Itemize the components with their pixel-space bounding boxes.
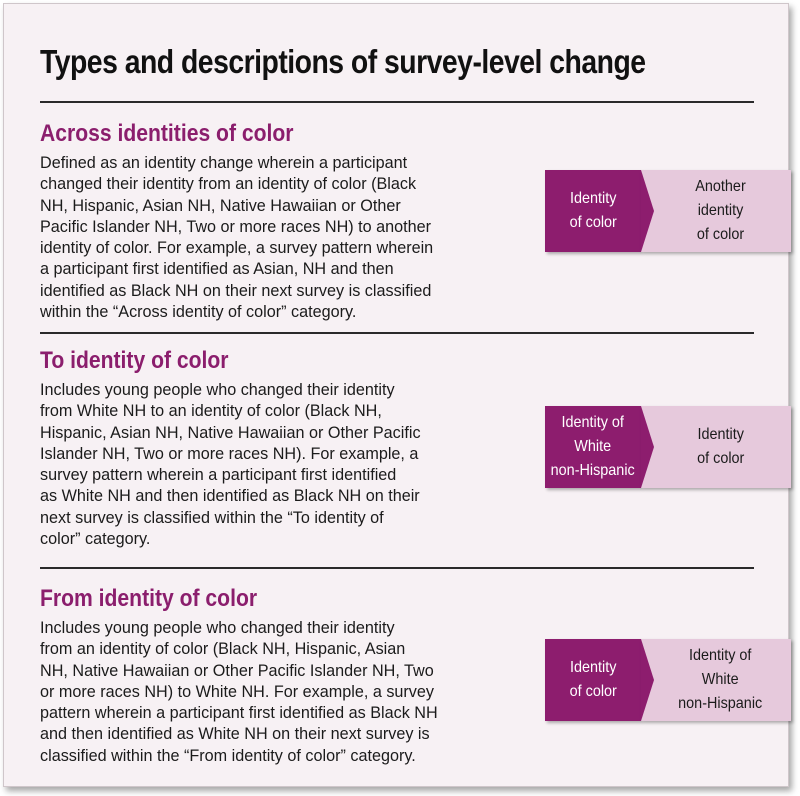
section-heading: Across identities of color xyxy=(40,120,294,147)
section-to-identity xyxy=(40,346,760,549)
to-identity-label: Identity of White non-Hispanic xyxy=(678,647,763,712)
section-description: Includes young people who changed their identity from an identity of color (Black NH, Hispanic, Asian NH, Native Hawaiian or Other Pacific Islander NH, Two or more races NH) to White NH. For example, a survey pattern wherein a participant first identified as Black NH and then identified as White NH on their next survey is classified within the “From identity of color” category. xyxy=(40,619,438,765)
to-identity-box xyxy=(641,639,791,721)
from-identity-box xyxy=(545,639,641,721)
arrow-right-icon xyxy=(641,170,654,252)
arrow-right-icon xyxy=(641,406,654,488)
from-identity-box xyxy=(545,170,641,252)
to-identity-label: Another identity of color xyxy=(695,178,746,243)
change-flow-diagram xyxy=(545,406,791,488)
section-from-identity xyxy=(40,584,763,765)
section-description: Includes young people who changed their identity from White NH to an identity of color (Black NH, Hispanic, Asian NH, Native Hawaiian or Other Pacific Islander NH, Two or more races NH). For example, a survey pattern wherein a participant first identified as White NH and then identified as Black NH on their next survey is classified within the “To identity of color” category. xyxy=(40,381,421,549)
section-heading: From identity of color xyxy=(40,585,258,612)
divider xyxy=(40,101,754,103)
from-identity-box xyxy=(545,406,641,488)
from-identity-label: Identity of color xyxy=(569,659,617,700)
page-title: Types and descriptions of survey-level change xyxy=(40,43,646,80)
change-flow-diagram xyxy=(545,639,791,721)
to-identity-box xyxy=(641,406,791,488)
change-flow-diagram xyxy=(545,170,791,252)
from-identity-label: Identity of color xyxy=(569,190,617,231)
section-heading: To identity of color xyxy=(40,347,229,374)
arrow-right-icon xyxy=(641,639,654,721)
section-across-identities xyxy=(40,119,760,322)
to-identity-label: Identity of color xyxy=(696,426,745,467)
section-description: Defined as an identity change wherein a participant changed their identity from an identity of color (Black NH, Hispanic, Asian NH, Native Hawaiian or Other Pacific Islander NH, Two or more races NH) to another identity of color. For example, a survey pattern wherein a participant first identified as Asian, NH and then identified as Black NH on their next survey is classified within the “Across identity of color” category. xyxy=(40,154,434,322)
to-identity-box xyxy=(641,170,791,252)
infographic-card xyxy=(3,3,789,787)
divider xyxy=(40,567,754,569)
from-identity-label: Identity of White non-Hispanic xyxy=(550,414,636,479)
divider xyxy=(40,332,754,334)
